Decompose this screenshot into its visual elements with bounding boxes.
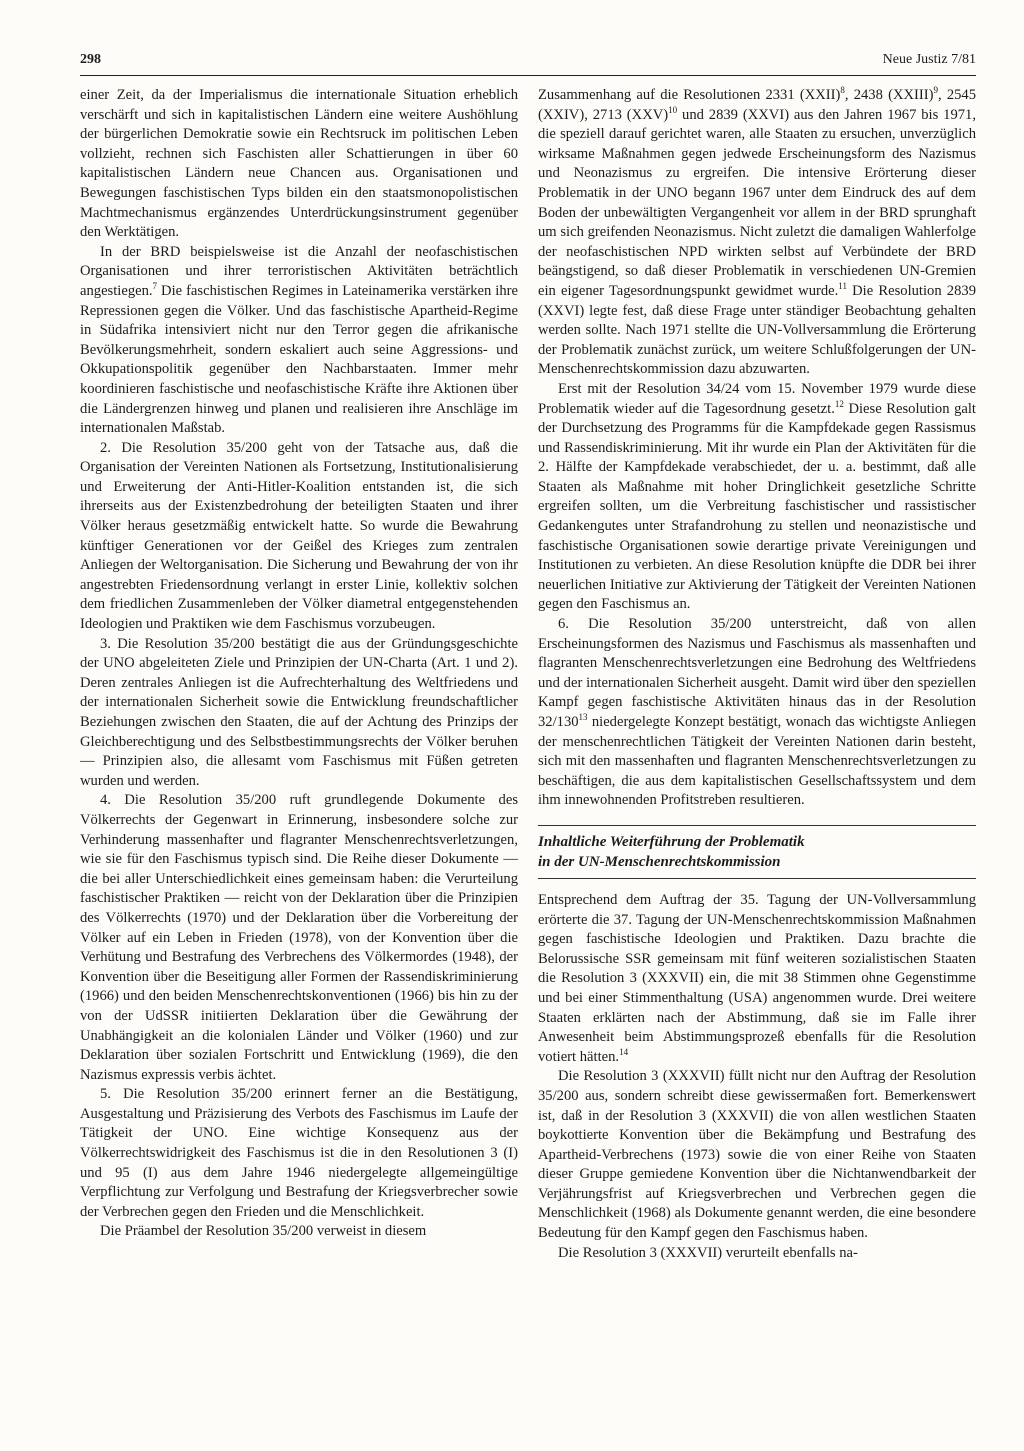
footnote-ref: 13 (578, 712, 588, 723)
footnote-ref: 11 (838, 281, 847, 292)
section-heading-line: Inhaltliche Weiterführung der Problematik (538, 833, 805, 850)
paragraph: Die Resolution 3 (XXXVII) verurteilt ebenfalls na- (558, 1244, 858, 1261)
page-header (80, 52, 976, 74)
paragraph: In der BRD beispielsweise ist die Anzahl der neofaschistischen Organisationen und ihrer terroristischen Aktivitäten beträchtlich angestiegen.$^7$ Die faschistischen Regimes in Lateinamerika verstärken ihre Repressionen gegen die Völker. Und das faschistische Apartheid-Regime in Südafrika intensiviert nicht nur den Terror gegen die afrikanische Bevölkerungsmehrheit, sondern eskaliert auch seine Aggressions- und Okkupationspolitik gegenüber den Nachbarstaaten. Immer mehr koordinieren faschistische und neofaschistische Kräfte ihre Aktionen über die Ländergrenzen hinweg und planen und realisieren ihre Anschläge im internationalen Maßstab. (80, 243, 518, 437)
footnote-ref: 10 (668, 104, 678, 115)
paragraph: 2. Die Resolution 35/200 geht von der Tatsache aus, daß die Organisation der Vereinten Nationen als Fortsetzung, Institutionalisierung und Erweiterung der Anti-Hitler-Koalition entstanden ist, die sich ihrerseits aus der Existenzbedrohung der beteiligten Staaten und ihrer Völker heraus gesetzmäßig entwickelt hatte. So wurde die Bewahrung künftiger Generationen vor der Geißel des Krieges zum zentralen Anliegen der Weltorganisation. Die Sicherung und Bewahrung der von ihr angestrebten Friedensordnung verlangt in erster Linie, kollektiv solchen dem friedlichen Zusammenleben der Völker diametral entgegenstehenden Ideologien und Praktiken wie dem Faschismus vorzubeugen. (80, 439, 518, 633)
right-column (538, 86, 976, 1263)
footnote-ref: 14 (619, 1046, 629, 1057)
left-column (80, 86, 518, 1242)
paragraph: einer Zeit, da der Imperialismus die internationale Situation erheblich verschärft und sich in kapitalistischen Ländern eine weitere Aushöhlung der bürgerlichen Demokratie sowie ein Rechtsruck im politischen Leben vollzieht, rechnen sich Faschisten aller Schattierungen in über 60 kapitalistischen Ländern neue Chancen aus. Organisationen und Bewegungen faschistischen Typs bilden ein den staatsmonopolistischen Machtmechanismus ergänzendes Unterdrückungsinstrument gegenüber den Werktätigen. (80, 87, 518, 241)
paragraph: Erst mit der Resolution 34/24 vom 15. November 1979 wurde diese Problematik wieder auf die Tagesordnung gesetzt.$^{12}$ Diese Resolution galt der Durchsetzung des Programms für die Kampfdekade gegen Rassismus und Rassendiskriminierung. Mit ihr wurde ein Plan der Aktivitäten für die 2. Hälfte der Kampfdekade verabschiedet, der u. a. bestimmt, daß alle Staaten als Maßnahme mit hoher Dringlichkeit gesetzliche Schritte ergreifen sollten, um die Verbreitung faschistischer und rassistischer Gedankengutes unter Strafandrohung zu stellen und neonazistische und faschistische Organisationen sowie derartige private Vereinigungen und Institutionen zu verbieten. An diese Resolution knüpfte die DDR bei ihrer neuerlichen Initiative zur Aktivierung der Tätigkeit der Vereinten Nationen gegen den Faschismus an. (538, 380, 976, 613)
footnote-ref: 7 (152, 281, 158, 292)
footnote-ref: 8 (840, 85, 845, 96)
paragraph: Entsprechend dem Auftrag der 35. Tagung der UN-Vollversammlung erörterte die 37. Tagung der UN-Menschenrechtskommission Maßnahmen gegen faschistische Ideologien und Praktiken. Dazu brachte die Belorussische SSR gemeinsam mit fünf weiteren sozialistischen Staaten die Resolution 3 (XXXVII) ein, die mit 38 Stimmen ohne Gegenstimme und bei einer Stimmenthaltung (USA) angenommen wurde. Drei weitere Staaten erklärten nach der Abstimmung, daß sie im Falle ihrer Anwesenheit beim Abstimmungsprozeß ebenfalls für die Resolution votiert hätten.$^{14}$ (538, 891, 976, 1065)
paragraph: Die Präambel der Resolution 35/200 verweist in diesem (100, 1223, 427, 1240)
header-rule (80, 75, 976, 76)
section-heading-line: in der UN-Menschenrechtskommission (538, 853, 781, 870)
paragraph: 3. Die Resolution 35/200 bestätigt die aus der Gründungsgeschichte der UNO abgeleiteten Ziele und Prinzipien der UN-Charta (Art. 1 und 2). Deren zentrales Anliegen ist die Aufrechterhaltung des Weltfriedens und der internationalen Sicherheit sowie die Entwicklung freundschaftlicher Beziehungen zwischen den Staaten, die auf der Achtung des Prinzips der Gleichberechtigung und des Selbstbestimmungsrechts der Völker beruhen — Prinzipien also, die allesamt vom Faschismus mit Füßen getreten wurden und werden. (80, 635, 518, 789)
paragraph: 4. Die Resolution 35/200 ruft grundlegende Dokumente des Völkerrechts der Gegenwart in Erinnerung, insbesondere solche zur Verhinderung massenhafter und flagranter Menschenrechtsverletzungen, wie sie für den Faschismus typisch sind. Die Reihe dieser Dokumente — die bei aller Unterschiedlichkeit eines gemeinsam haben: die Verurteilung faschistischer Praktiken — reicht von der Deklaration über die Prinzipien des Völkerrechts (1970) und der Deklaration über die Vorbereitung der Völker auf ein Leben in Frieden (1978), von der Konvention über die Verhütung und Bestrafung des Verbrechens des Völkermordes (1948), der Konvention über die Beseitigung aller Formen der Rassendiskriminierung (1966) und den beiden Menschenrechtskonventionen (1966) bis hin zu der von der UdSSR initiierten Deklaration über die Gewährung der Unabhängigkeit an die kolonialen Länder und Völker (1960) und zur Deklaration über sozialen Fortschritt und Entwicklung (1969), die den Nazismus expressis verbis ächtet. (80, 792, 518, 1083)
footnote-ref: 12 (834, 398, 844, 409)
page-number: 298 (80, 52, 101, 67)
footnote-ref: 9 (933, 85, 938, 96)
section-heading (538, 825, 976, 879)
paragraph: Die Resolution 3 (XXXVII) füllt nicht nur den Auftrag der Resolution 35/200 aus, sondern schreibt diese gewissermaßen fort. Bemerkenswert ist, daß in der Resolution 3 (XXXVII) die von allen westlichen Staaten boykottierte Konvention über die Bekämpfung und Bestrafung des Apartheid-Verbrechens (1973) sowie die von einer Reihe von Staaten dieser Gruppe gemiedene Konvention über die Nichtanwendbarkeit der Verjährungsfrist auf Kriegsverbrechen und Verbrechen gegen die Menschlichkeit (1968) als Dokumente genannt werden, die eine besondere Bedeutung für den Kampf gegen den Faschismus haben. (538, 1068, 976, 1242)
journal-issue: Neue Justiz 7/81 (882, 52, 976, 67)
paragraph: 6. Die Resolution 35/200 unterstreicht, daß von allen Erscheinungsformen des Nazismus und Faschismus als massenhaften und flagranten Menschenrechtsverletzungen eine Bedrohung des Weltfriedens und der internationalen Sicherheit ausgeht. Damit wird über den speziellen Kampf gegen faschistische Aktivitäten hinaus das in der Resolution $32/130^{13}$ niedergelegte Konzept bestätigt, wonach das wichtigste Anliegen der menschenrechtlichen Tätigkeit der Vereinten Nationen darin besteht, sich mit den massenhaften und flagranten Menschenrechtsverletzungen zu beschäftigen, die aus dem kapitalistischen Gesellschaftssystem und dem ihm innewohnenden Profitstreben resultieren. (538, 616, 976, 809)
paragraph: 5. Die Resolution 35/200 erinnert ferner an die Bestätigung, Ausgestaltung und Präzisierung des Verbots des Faschismus im Laufe der Tätigkeit der UNO. Eine wichtige Konsequenz aus der Völkerrechtswidrigkeit des Faschismus ist die in den Resolutionen 3 (I) und 95 (I) aus dem Jahre 1946 niedergelegte allgemeingültige Verpflichtung zur Verfolgung und Bestrafung der Kriegsverbrecher sowie der Verbrechen gegen den Frieden und die Menschlichkeit. (80, 1086, 518, 1220)
paragraph: Zusammenhang auf die Resolutionen 2331 (XXII)$^8$, 2438 (XXIII)$^9$, 2545 (XXIV), 2713 (XXV)$^{10}$ und 2839 (XXVI) aus den Jahren 1967 bis 1971, die speziell darauf gerichtet waren, alle Staaten zu ersuchen, unverzüglich wirksame Maßnahmen gegen jedwede Erscheinungsform des Nazismus und Neonazismus zu ergreifen. Die intensive Erörterung dieser Problematik in der UNO begann 1967 unter dem Eindruck des auf dem Boden der unbewältigten Vergangenheit vor allem in der BRD sprunghaft um sich greifenden Neonazismus. Nicht zuletzt die damaligen Wahlerfolge der neofaschistischen NPD wirkten selbst auf Verbündete der BRD beängstigend, so daß dieser Problematik in verschiedenen UN-Gremien ein eigener Tagesordnungspunkt gewidmet wurde.$^{11}$ Die Resolution 2839 (XXVI) legte fest, daß diese Frage unter ständiger Beobachtung gehalten werden sollte. Nach 1971 stellte die UN-Vollversammlung die Erörterung der Problematik zunächst zurück, um weitere Schlußfolgerungen der UN-Menschenrechtskommission dazu abzuwarten. (538, 85, 977, 378)
